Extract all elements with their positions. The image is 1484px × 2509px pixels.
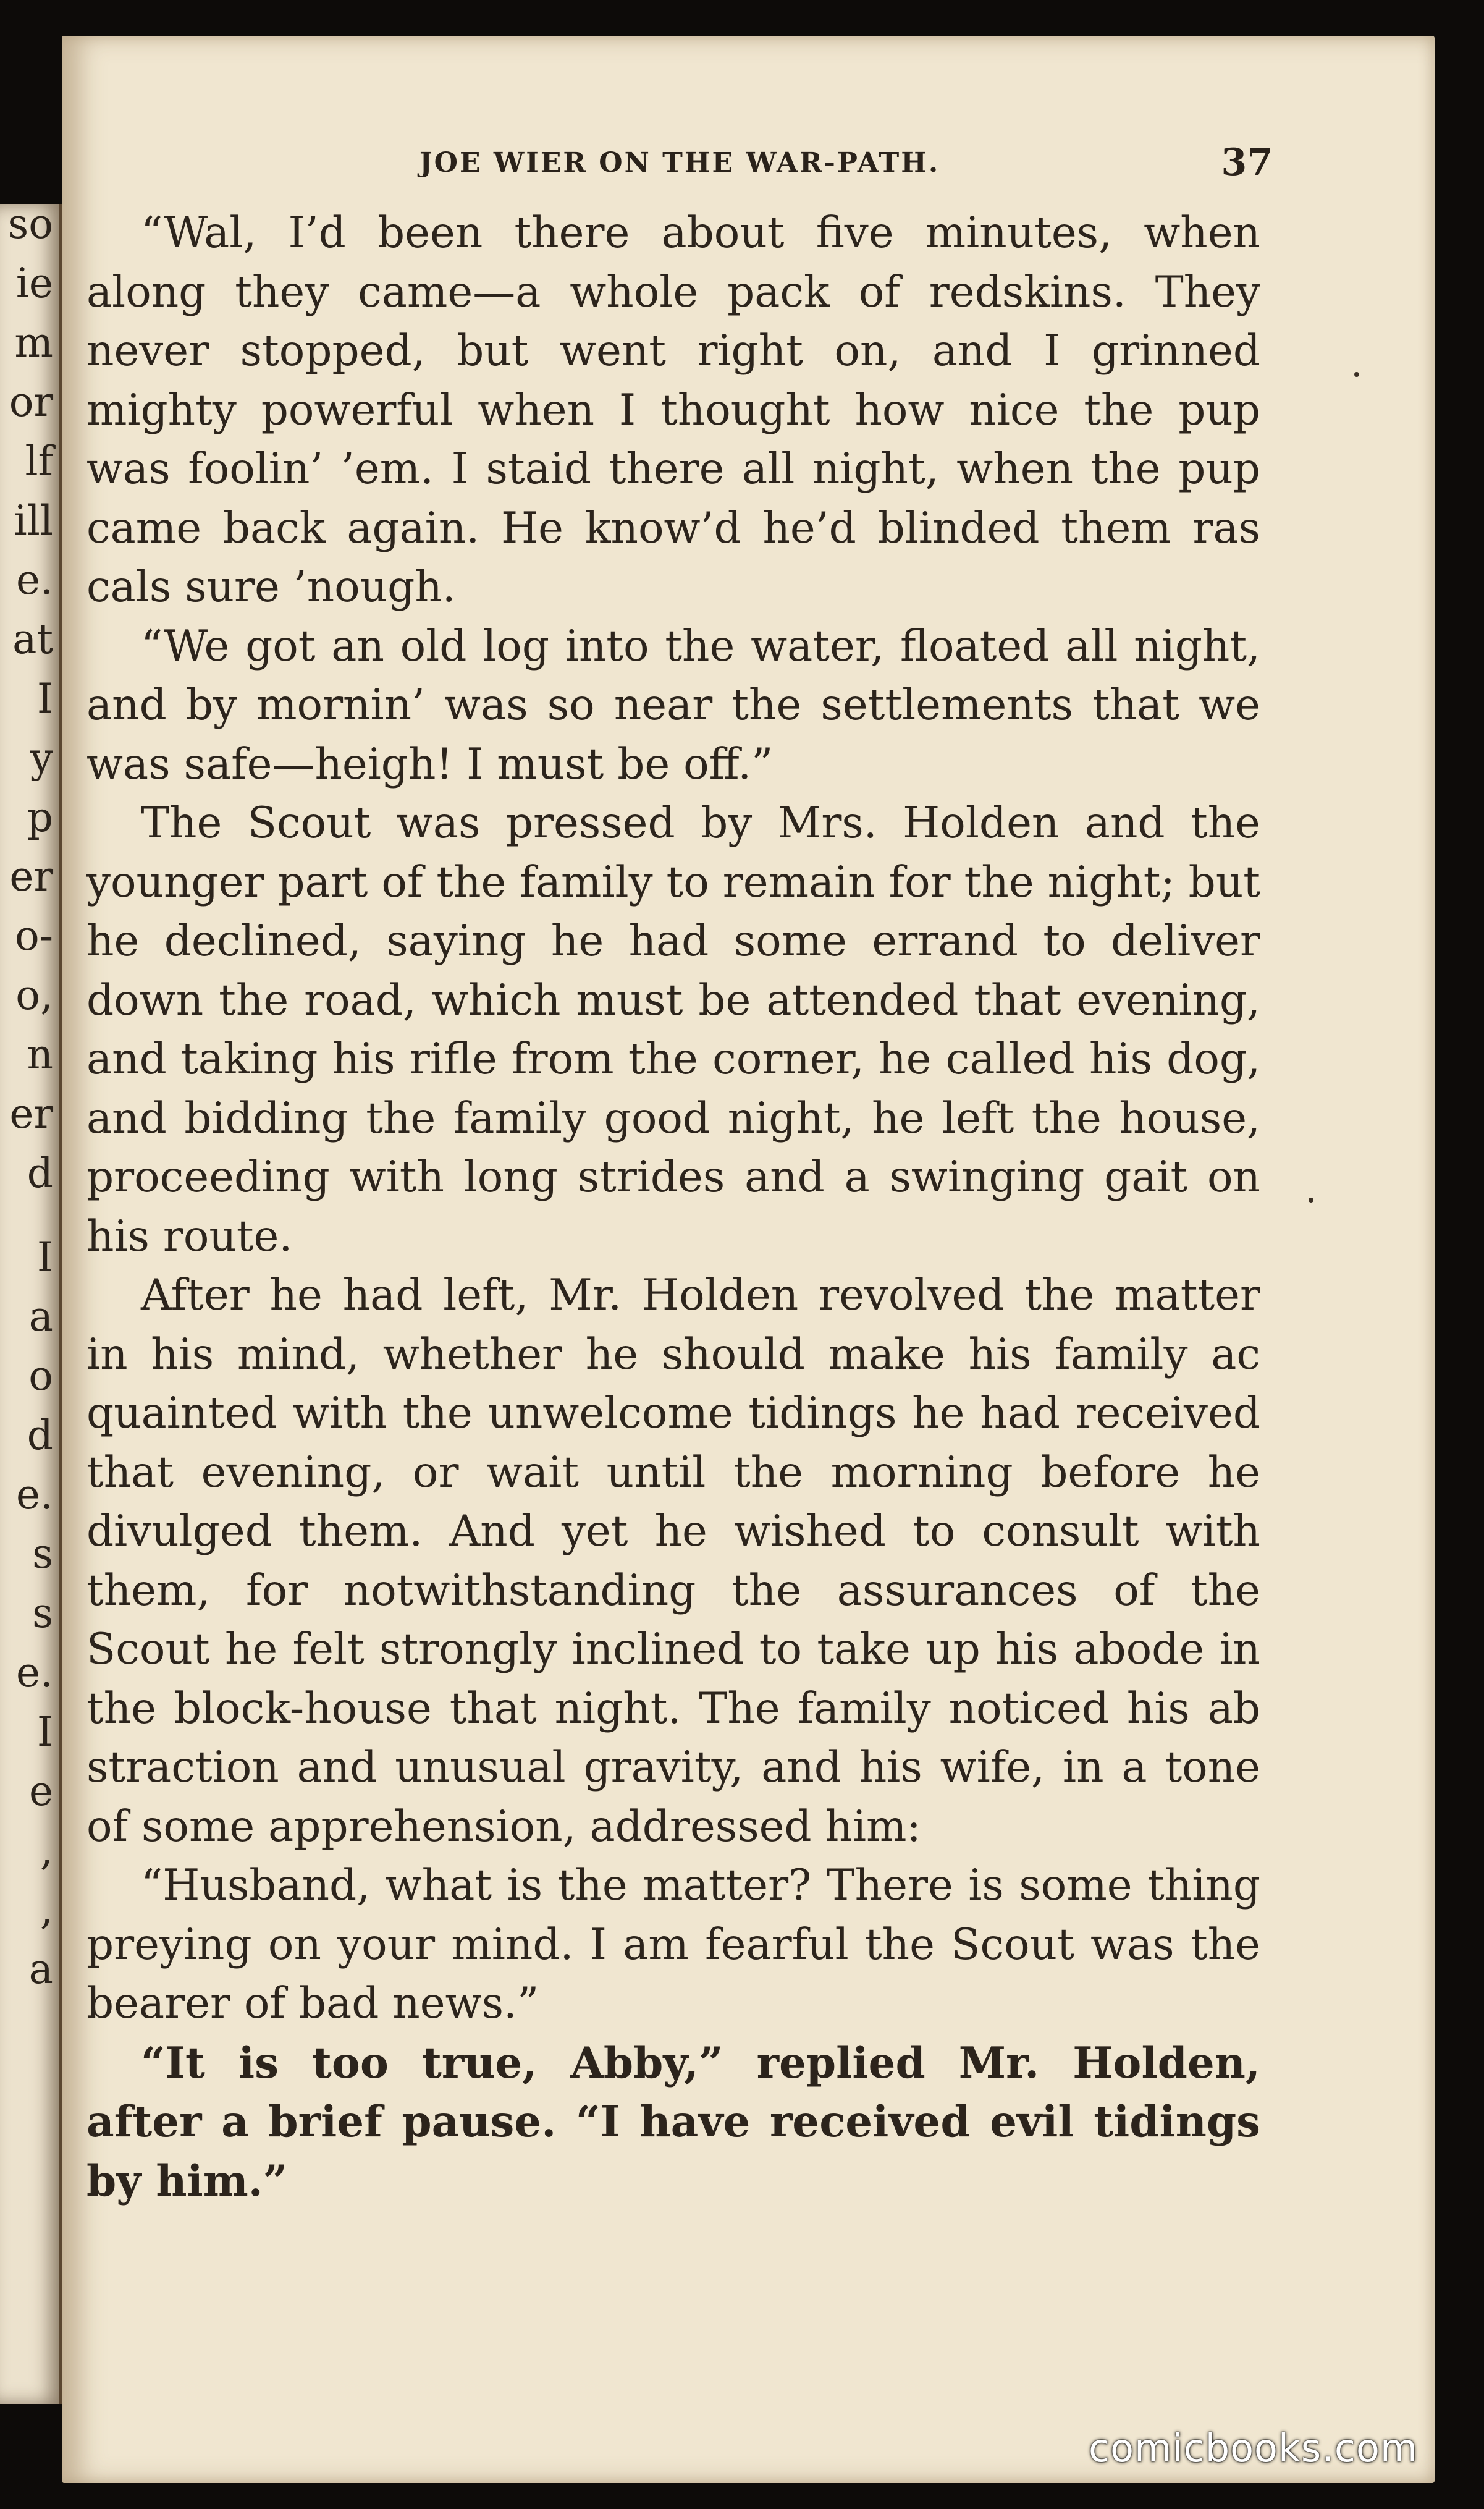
- facing-page-fragment: y: [30, 734, 53, 782]
- facing-page-fragment: so: [7, 204, 53, 248]
- facing-page-fragment: ,: [40, 1827, 53, 1874]
- facing-page-fragment: a: [28, 1945, 53, 1993]
- facing-page-fragment: at: [12, 616, 53, 663]
- facing-page-fragment: a: [28, 1293, 53, 1340]
- facing-page-fragment: ,: [40, 1886, 53, 1934]
- paragraph: “It is too true, Abby,” replied Mr. Holden, after a brief pause. “I have received evil tidings by him.”: [86, 2037, 1260, 2206]
- paragraph: After he had left, Mr. Holden revolved the matter in his mind, whether he should make his family ac quainted with the unwelcome tidings he had received that evening, or wait until the morning before he divulged them. And yet he wished to consult with them, for notwithstanding the assurances of the Scout he felt strongly inclined to take up his abode in the block-house that night. The family noticed his ab straction and unusual gravity, and his wife, in a tone of some apprehension, addressed him:: [86, 1271, 1260, 1851]
- paragraph: “We got an old log into the water, floated all night, and by mornin’ was so near the settlements that we was safe—heigh! I must be off.”: [86, 621, 1260, 789]
- facing-page-fragment: ill: [14, 497, 53, 544]
- facing-page-fragment: o-: [14, 912, 53, 960]
- watermark: comicbooks.com: [1089, 2426, 1419, 2471]
- facing-page-fragment: o,: [15, 971, 53, 1019]
- paragraph: “Wal, I’d been there about five minutes, when along they came—a whole pack of redskins. They never stopped, but went right on, and I grinned mighty powerful when I thought how nice the pup was foolin’ ’em. I staid there all night, when the pup came back again. He know’d he’d blinded them ras cals sure ’nough.: [86, 208, 1260, 612]
- facing-page-fragment: s: [32, 1530, 53, 1578]
- body-text: [86, 204, 1260, 2211]
- paragraph: “Husband, what is the matter? There is some thing preying on your mind. I am fearful the Scout was the bearer of bad news.”: [86, 1861, 1260, 2028]
- facing-page-fragment: s: [32, 1589, 53, 1637]
- facing-page-fragment: I: [36, 1233, 53, 1281]
- facing-page-fragment: or: [9, 378, 53, 426]
- facing-page-fragment: I: [36, 675, 53, 722]
- facing-page-fragment: e.: [15, 1471, 53, 1518]
- facing-page-fragment: e: [28, 1767, 53, 1815]
- facing-page-edge: [0, 204, 62, 2404]
- facing-page-fragment: lf: [25, 438, 53, 485]
- page-gutter: [59, 204, 62, 2404]
- facing-page-fragment: o: [28, 1352, 53, 1400]
- facing-page-fragment: e.: [15, 1649, 53, 1696]
- facing-page-fragment: n: [27, 1031, 53, 1078]
- paragraph: The Scout was pressed by Mrs. Holden and the younger part of the family to remain for the night; but he declined, saying he had some errand to deliver down the road, which must be attended that evening, and taking his rifle from the corner, he called his dog, and bidding the family good night, he left the house, proceeding with long strides and a swinging gait on his route.: [86, 798, 1260, 1261]
- facing-page-fragment: I: [36, 1708, 53, 1756]
- ink-speck: [1354, 372, 1359, 377]
- facing-page-fragment: e.: [15, 556, 53, 604]
- facing-page-fragment: er: [9, 853, 53, 900]
- facing-page-fragment: p: [27, 793, 53, 841]
- facing-page-fragment: d: [27, 1411, 53, 1459]
- ink-speck: [1309, 1198, 1313, 1203]
- running-head: JOE WIER ON THE WAR-PATH.: [419, 147, 940, 179]
- page-number: 37: [1221, 141, 1273, 184]
- facing-page-fragment: ie: [15, 260, 53, 307]
- facing-page-fragment: d: [27, 1149, 53, 1197]
- facing-page-fragment: er: [9, 1090, 53, 1138]
- facing-page-fragment: m: [14, 319, 53, 366]
